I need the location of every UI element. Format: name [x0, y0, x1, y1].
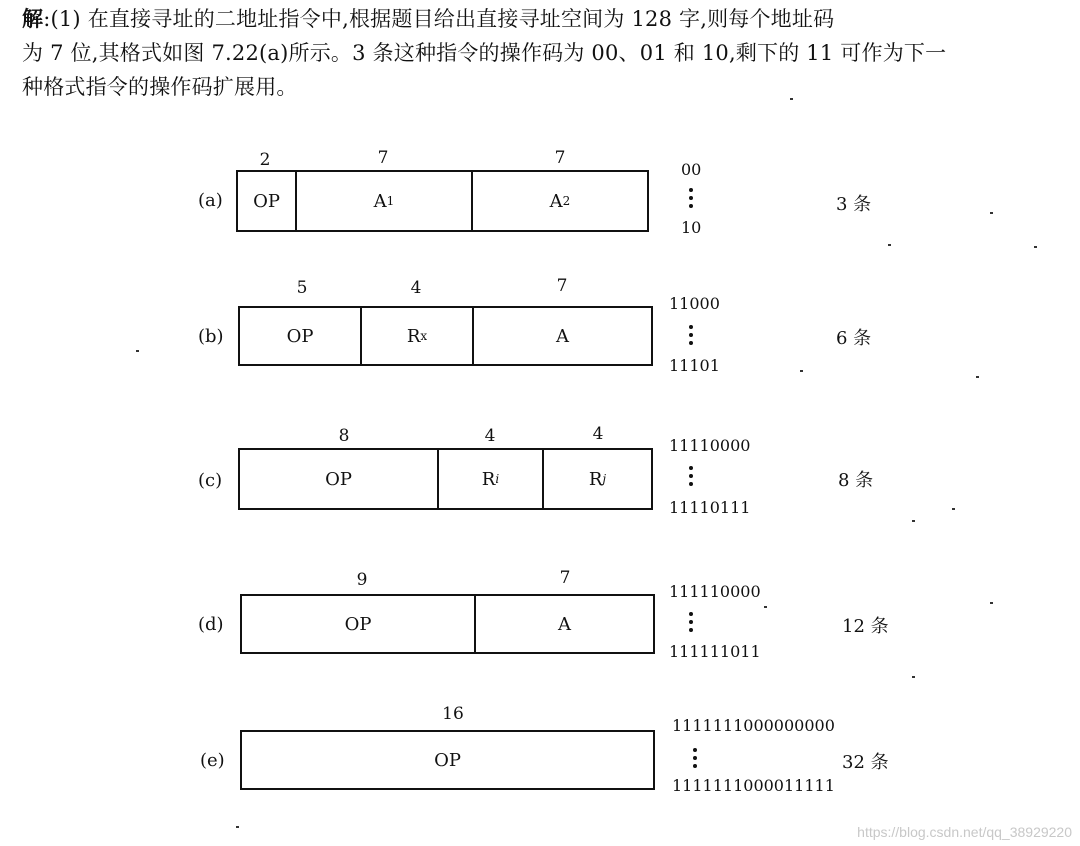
- row-a-label: (a): [198, 190, 223, 211]
- row-c-field-op-text: OP: [325, 468, 352, 490]
- row-b-bits-a: 7: [556, 276, 568, 296]
- row-a-code-end: 10: [681, 218, 702, 237]
- row-b-count: 6 条: [836, 328, 872, 349]
- row-e-field-op-text: OP: [434, 749, 461, 771]
- row-c-format-box: [238, 448, 653, 510]
- row-b-bits-op: 5: [296, 278, 308, 298]
- row-b-bits-rx: 4: [410, 278, 422, 298]
- scan-speck: [764, 606, 767, 608]
- row-a-field-a1: [297, 172, 473, 230]
- row-c-field-rj-sub: j: [602, 472, 607, 486]
- paragraph-line-1-text: :(1) 在直接寻址的二地址指令中,根据题目给出直接寻址空间为 128 字,则每个地址码: [43, 7, 835, 31]
- row-a-field-op: [238, 172, 297, 230]
- row-c-field-op: [240, 450, 439, 508]
- scan-speck: [990, 212, 993, 214]
- row-a-bits-a1: 7: [377, 148, 389, 168]
- row-a-field-op-text: OP: [253, 190, 280, 212]
- row-c-code-start: 11110000: [669, 436, 751, 455]
- scan-speck: [790, 98, 793, 100]
- row-d-code-end: 111111011: [669, 642, 761, 661]
- row-c-field-ri: [439, 450, 544, 508]
- row-b-field-op-text: OP: [286, 325, 314, 347]
- scan-speck: [888, 244, 891, 246]
- row-c-ellipsis-icon: [689, 466, 693, 486]
- row-c-field-ri-text: R: [481, 468, 496, 490]
- row-c-bits-op: 8: [338, 426, 350, 446]
- row-b-code-end: 11101: [669, 356, 720, 375]
- row-c-field-rj-text: R: [588, 468, 603, 490]
- row-c-count: 8 条: [838, 470, 874, 491]
- row-c-field-rj: [544, 450, 651, 508]
- row-a-field-a2: [473, 172, 647, 230]
- row-b-ellipsis-icon: [689, 325, 693, 345]
- row-d-code-start: 111110000: [669, 582, 761, 601]
- row-c-code-end: 11110111: [669, 498, 751, 517]
- row-d-field-op-text: OP: [344, 613, 372, 635]
- row-e-code-end: 1111111000011111: [672, 776, 835, 795]
- row-e-field-op: [242, 732, 653, 788]
- scan-speck: [136, 350, 139, 352]
- scan-speck: [976, 376, 979, 378]
- row-b-format-box: [238, 306, 653, 366]
- row-a-format-box: [236, 170, 649, 232]
- row-a-code-start: 00: [681, 160, 702, 179]
- row-e-ellipsis-icon: [693, 748, 697, 768]
- row-a-field-a2-sub: 2: [562, 194, 571, 208]
- row-d-field-a-text: A: [558, 613, 571, 635]
- row-a-field-a2-text: A: [549, 190, 563, 212]
- row-d-bits-a: 7: [559, 568, 571, 588]
- row-b-field-rx-sub: x: [420, 329, 428, 343]
- row-a-bits-op: 2: [259, 150, 271, 170]
- row-c-bits-rj: 4: [592, 424, 604, 444]
- row-a-field-a1-sub: 1: [386, 194, 395, 208]
- scan-speck: [236, 826, 239, 828]
- row-d-bits-op: 9: [356, 570, 368, 590]
- row-e-format-box: [240, 730, 655, 790]
- row-a-bits-a2: 7: [554, 148, 566, 168]
- row-c-field-ri-sub: i: [495, 472, 500, 486]
- row-b-field-rx-text: R: [406, 325, 421, 347]
- scan-speck: [952, 508, 955, 510]
- scan-speck: [990, 602, 993, 604]
- row-e-count: 32 条: [842, 752, 889, 773]
- row-e-code-start: 1111111000000000: [672, 716, 835, 735]
- paragraph-line-3: 种格式指令的操作码扩展用。: [22, 75, 298, 99]
- row-b-field-op: [240, 308, 362, 364]
- row-d-ellipsis-icon: [689, 612, 693, 632]
- scan-speck: [800, 370, 803, 372]
- scan-speck: [912, 676, 915, 678]
- row-d-count: 12 条: [842, 616, 889, 637]
- scan-speck: [1034, 246, 1037, 248]
- solution-lead: 解: [22, 6, 44, 31]
- row-b-field-rx: [362, 308, 474, 364]
- watermark-url: https://blog.csdn.net/qq_38929220: [857, 824, 1072, 840]
- row-d-format-box: [240, 594, 655, 654]
- row-b-label: (b): [198, 326, 224, 347]
- row-b-code-start: 11000: [669, 294, 720, 313]
- row-b-field-a-text: A: [556, 325, 569, 347]
- row-d-field-op: [242, 596, 476, 652]
- row-e-bits-op: 16: [442, 704, 464, 724]
- paragraph-line-2: 为 7 位,其格式如图 7.22(a)所示。3 条这种指令的操作码为 00、01 和 10,剩下的 11 可作为下一: [22, 41, 947, 65]
- row-e-label: (e): [200, 750, 225, 771]
- scan-speck: [912, 520, 915, 522]
- row-c-label: (c): [198, 470, 223, 491]
- row-c-bits-ri: 4: [484, 426, 496, 446]
- row-d-label: (d): [198, 614, 224, 635]
- row-a-count: 3 条: [836, 194, 872, 215]
- row-a-ellipsis-icon: [689, 188, 693, 208]
- row-b-field-a: [474, 308, 651, 364]
- row-d-field-a: [476, 596, 653, 652]
- row-a-field-a1-text: A: [373, 190, 387, 212]
